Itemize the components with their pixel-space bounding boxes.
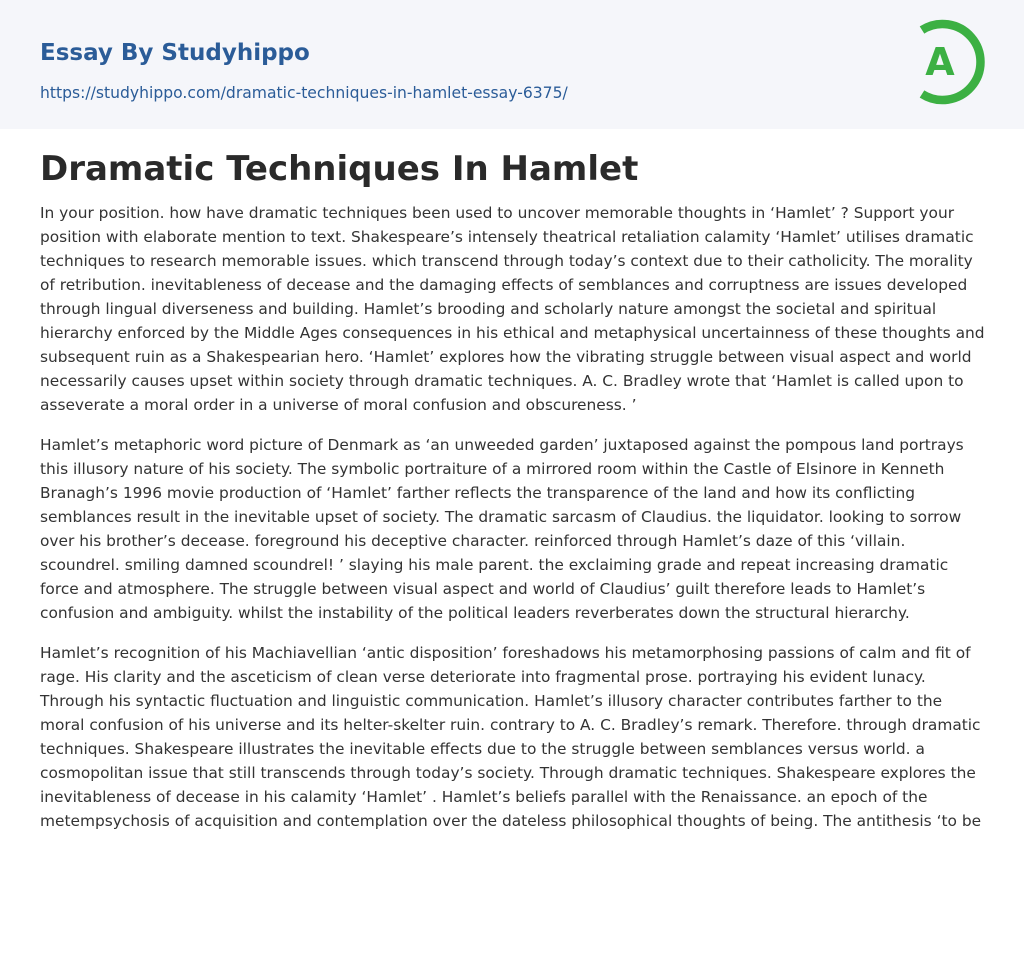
- page-title: Dramatic Techniques In Hamlet: [40, 149, 639, 189]
- site-brand[interactable]: Essay By Studyhippo: [40, 40, 310, 66]
- essay-paragraph: In your position. how have dramatic techniques been used to uncover memorable thoughts in ‘Hamlet’ ? Support your position with elaborate mention to text. Shakespeare’s intensely theatrical retaliation calamity ‘Hamlet’ utilises dramatic techniques to research memorable issues. which transcend through today’s context due to their catholicity. The morality of retribution. inevitableness of decease and the damaging effects of semblances and corruptness are issues developed through lingual diverseness and building. Hamlet’s brooding and scholarly nature amongst the societal and spiritual hierarchy enforced by the Middle Ages consequences in his ethical and metaphysical uncertainness of these thoughts and subsequent ruin as a Shakespearian hero. ‘Hamlet’ explores how the vibrating struggle between visual aspect and world necessarily causes upset within society through dramatic techniques. A. C. Bradley wrote that ‘Hamlet is called upon to asseverate a moral order in a universe of moral confusion and obscureness. ’: [40, 204, 985, 414]
- site-header: [0, 0, 1024, 129]
- essay-url-link[interactable]: https://studyhippo.com/dramatic-techniques-in-hamlet-essay-6375/: [40, 84, 568, 102]
- article: [40, 129, 990, 833]
- logo-letter: A: [925, 40, 955, 84]
- essay-paragraph: Hamlet’s metaphoric word picture of Denmark as ‘an unweeded garden’ juxtaposed against the pompous land portrays this illusory nature of his society. The symbolic portraiture of a mirrored room within the Castle of Elsinore in Kenneth Branagh’s 1996 movie production of ‘Hamlet’ farther reflects the transparence of the land and how its conflicting semblances result in the inevitable upset of society. The dramatic sarcasm of Claudius. the liquidator. looking to sorrow over his brother’s decease. foreground his deceptive character. reinforced through Hamlet’s daze of this ‘villain. scoundrel. smiling damned scoundrel! ’ slaying his male parent. the exclaiming grade and repeat increasing dramatic force and atmosphere. The struggle between visual aspect and world of Claudius’ guilt therefore leads to Hamlet’s confusion and ambiguity. whilst the instability of the political leaders reverberates down the structural hierarchy.: [40, 436, 964, 622]
- essay-paragraph: Hamlet’s recognition of his Machiavellian ‘antic disposition’ foreshadows his metamorphosing passions of calm and fit of rage. His clarity and the asceticism of clean verse deteriorate into fragmental prose. portraying his evident lunacy. Through his syntactic fluctuation and linguistic communication. Hamlet’s illusory character contributes farther to the moral confusion of his universe and its helter-skelter ruin. contrary to A. C. Bradley’s remark. Therefore. through dramatic techniques. Shakespeare illustrates the inevitable effects due to the struggle between semblances versus world. a cosmopolitan issue that still transcends through today’s society. Through dramatic techniques. Shakespeare explores the inevitableness of decease in his calamity ‘Hamlet’ . Hamlet’s beliefs parallel with the Renaissance. an epoch of the metempsychosis of acquisition and contemplation over the dateless philosophical thoughts of being. The antithesis ‘to be: [40, 644, 982, 830]
- studyhippo-logo-icon[interactable]: [908, 17, 988, 107]
